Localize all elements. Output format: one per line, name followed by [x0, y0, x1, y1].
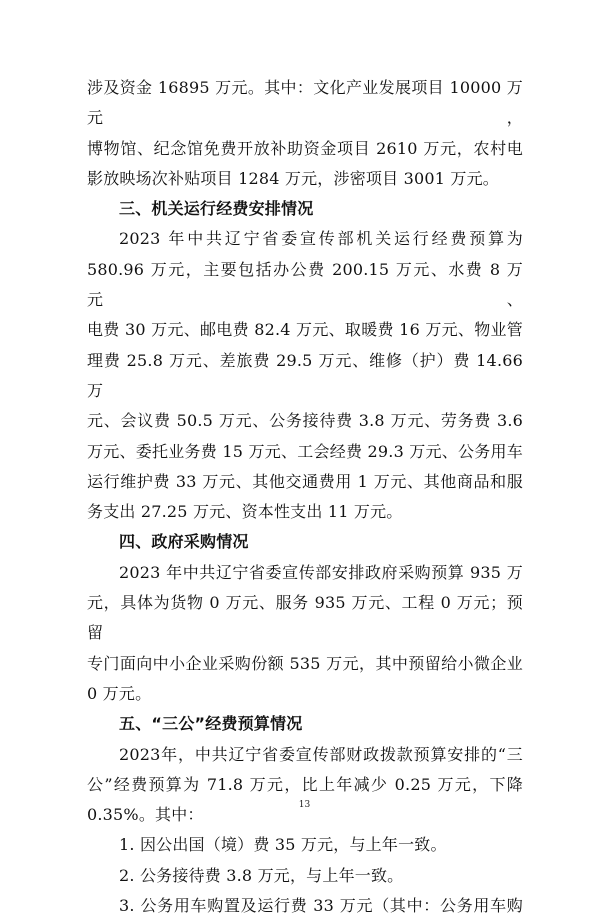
section-heading: 四、政府采购情况	[119, 532, 249, 552]
text-line: 元、会议费 50.5 万元、公务接待费 3.8 万元、劳务费 3.6	[87, 411, 523, 431]
text-line: 务支出 27.25 万元、资本性支出 11 万元。	[87, 502, 403, 522]
text-line: 580.96 万元，主要包括办公费 200.15 万元、水费 8 万元、	[87, 259, 523, 310]
text-line: 元，具体为货物 0 万元、服务 935 万元、工程 0 万元；预留	[87, 593, 523, 643]
text-line: 2. 公务接待费 3.8 万元，与上年一致。	[119, 865, 404, 885]
text-line: 0 万元。	[87, 683, 152, 703]
text-line: 2023 年中共辽宁省委宣传部安排政府采购预算 935 万	[119, 562, 523, 582]
text-line: 运行维护费 33 万元、其他交通费用 1 万元、其他商品和服	[87, 471, 523, 491]
text-line: 1. 因公出国（境）费 35 万元，与上年一致。	[119, 835, 447, 855]
text-line: 万元、委托业务费 15 万元、工会经费 29.3 万元、公务用车	[87, 441, 523, 461]
text-line: 2023年，中共辽宁省委宣传部财政拨款预算安排的“三	[119, 744, 523, 764]
page-number: 13	[298, 800, 311, 810]
text-line: 公”经费预算为 71.8 万元，比上年减少 0.25 万元，下降	[87, 774, 523, 794]
text-line: 专门面向中小企业采购份额 535 万元，其中预留给小微企业	[87, 653, 523, 673]
text-line: 3. 公务用车购置及运行费 33 万元（其中：公务用车购	[119, 896, 523, 916]
section-heading: 三、机关运行经费安排情况	[119, 199, 314, 219]
text-line: 2023 年中共辽宁省委宣传部机关运行经费预算为	[119, 229, 523, 249]
section-heading: 五、“三公”经费预算情况	[119, 714, 303, 734]
text-line: 电费 30 万元、邮电费 82.4 万元、取暖费 16 万元、物业管	[87, 320, 523, 340]
text-line: 理费 25.8 万元、差旅费 29.5 万元、维修（护）费 14.66 万	[87, 350, 523, 400]
text-line: 涉及资金 16895 万元。其中：文化产业发展项目 10000 万元，	[87, 78, 523, 128]
document-body	[87, 73, 523, 921]
text-line: 博物馆、纪念馆免费开放补助资金项目 2610 万元，农村电	[87, 138, 523, 158]
text-line: 0.35%。其中：	[87, 805, 204, 825]
text-line: 影放映场次补贴项目 1284 万元，涉密项目 3001 万元。	[87, 168, 499, 188]
